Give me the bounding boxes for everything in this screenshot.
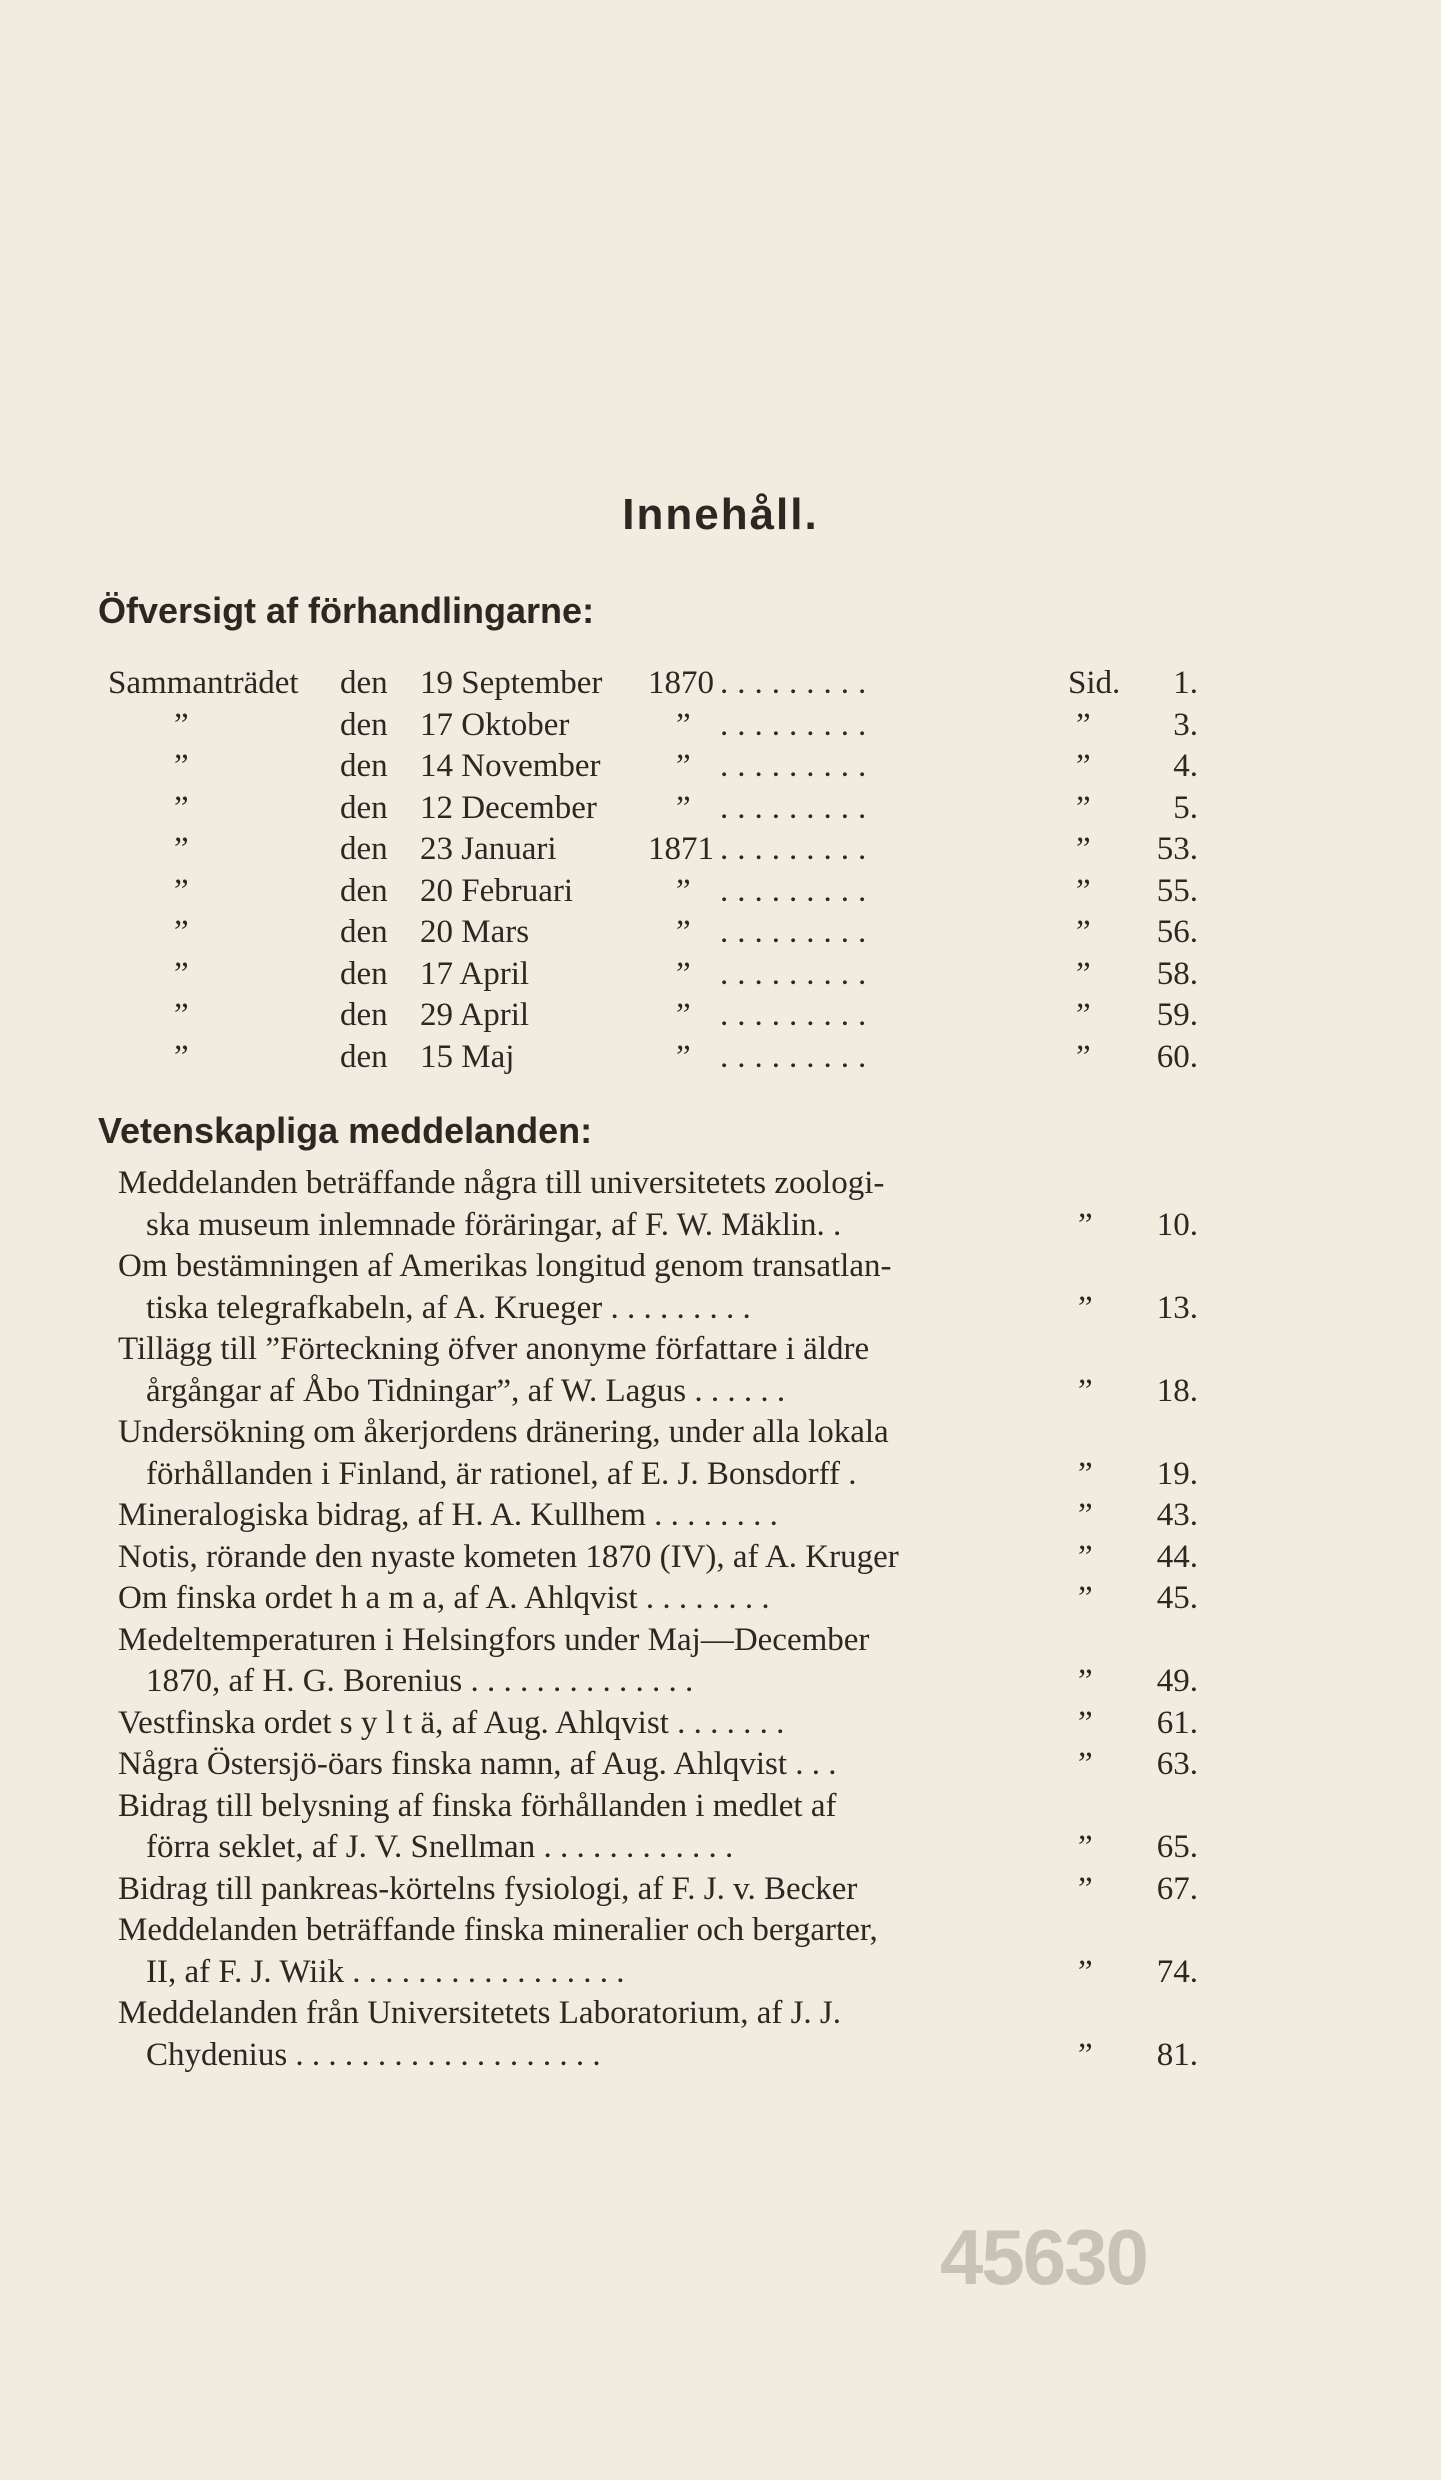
page-number: 44. [1156, 1538, 1198, 1575]
meeting-den: den [340, 748, 388, 784]
meeting-row [108, 704, 1198, 746]
page-number: 67. [1156, 1870, 1198, 1907]
page-number: 60. [1156, 1038, 1198, 1075]
meeting-date: 23 Januari [420, 831, 557, 867]
meeting-den: den [340, 665, 388, 701]
page-number: 5. [1173, 789, 1198, 826]
page-number: 43. [1156, 1497, 1198, 1533]
leader-dots: ......... [720, 789, 876, 826]
page-number: 61. [1156, 1704, 1198, 1741]
meeting-row [108, 953, 1198, 995]
meeting-row [108, 828, 1198, 870]
leader-dots: ......... [720, 1038, 876, 1075]
page-number: 58. [1156, 955, 1198, 992]
article-line: årgångar af Åbo Tidningar”, af W. Lagus . . . . . . [146, 1372, 786, 1409]
leader-dots: ......... [720, 831, 876, 867]
page-number: 4. [1173, 748, 1198, 784]
meeting-year: ” [676, 997, 691, 1033]
article-line: Chydenius . . . . . . . . . . . . . . . . . . . [146, 2036, 601, 2073]
sid-label: ” [1076, 955, 1091, 992]
ditto-mark: ” [1078, 1372, 1093, 1409]
meeting-label: ” [174, 789, 189, 826]
articles-heading: Vetenskapliga meddelanden: [98, 1110, 593, 1151]
article-line: förra seklet, af J. V. Snellman . . . . . . . . . . . . [146, 1829, 734, 1865]
page-number: 49. [1156, 1663, 1198, 1699]
meeting-label: ” [174, 955, 189, 992]
leader-dots: ......... [720, 665, 876, 701]
sid-label: ” [1076, 831, 1091, 867]
meeting-year: ” [676, 872, 691, 909]
meeting-row [108, 870, 1198, 912]
meeting-date: 14 November [420, 748, 601, 784]
article-line: Vestfinska ordet s y l t ä, af Aug. Ahlqvist . . . . . . . [118, 1704, 785, 1741]
meeting-date: 15 Maj [420, 1038, 515, 1075]
page-number: 13. [1156, 1289, 1198, 1326]
page-number: 65. [1156, 1829, 1198, 1865]
meeting-date: 17 Oktober [420, 706, 570, 743]
sid-label: ” [1076, 872, 1091, 909]
meeting-year: ” [676, 955, 691, 992]
sid-label: ” [1076, 789, 1091, 826]
meeting-row [108, 994, 1198, 1036]
article-line: Om bestämningen af Amerikas longitud genom transatlan- [118, 1248, 892, 1284]
meeting-label: Sammanträdet [108, 665, 299, 701]
page-number: 81. [1156, 2036, 1198, 2073]
article-line: Medeltemperaturen i Helsingfors under Maj—December [118, 1621, 870, 1658]
meetings-heading: Öfversigt af förhandlingarne: [98, 590, 595, 631]
page-number: 55. [1156, 872, 1198, 909]
ditto-mark: ” [1078, 1455, 1093, 1492]
page-number: 19. [1156, 1455, 1198, 1492]
meeting-year: 1870 [648, 665, 714, 701]
meeting-row [108, 1036, 1198, 1078]
ditto-mark: ” [1078, 1663, 1093, 1699]
sid-label: ” [1076, 997, 1091, 1033]
meeting-den: den [340, 706, 388, 743]
ditto-mark: ” [1078, 1538, 1093, 1575]
meeting-year: ” [676, 706, 691, 743]
ditto-mark: ” [1078, 1580, 1093, 1616]
meeting-label: ” [174, 706, 189, 743]
meeting-row [108, 787, 1198, 829]
meeting-date: 29 April [420, 997, 530, 1033]
ditto-mark: ” [1078, 2036, 1093, 2073]
meeting-den: den [340, 789, 388, 826]
page-number: 56. [1156, 914, 1198, 950]
meeting-row [108, 911, 1198, 953]
meeting-year: ” [676, 748, 691, 784]
ditto-mark: ” [1078, 1953, 1093, 1990]
article-line: Bidrag till pankreas-körtelns fysiologi, af F. J. v. Becker [118, 1870, 858, 1907]
sid-label: ” [1076, 748, 1091, 784]
page-number: 74. [1156, 1953, 1198, 1990]
page-number: 53. [1156, 831, 1198, 867]
article-line: II, af F. J. Wiik . . . . . . . . . . . . . . . . . [146, 1953, 625, 1990]
leader-dots: ......... [720, 748, 876, 784]
meeting-year: ” [676, 789, 691, 826]
ditto-mark: ” [1078, 1870, 1093, 1907]
meeting-label: ” [174, 748, 189, 784]
meeting-date: 12 December [420, 789, 597, 826]
meeting-den: den [340, 1038, 388, 1075]
library-stamp: 45630 [940, 2213, 1147, 2301]
ditto-mark: ” [1078, 1704, 1093, 1741]
sid-label: Sid. [1068, 665, 1121, 701]
meeting-den: den [340, 997, 388, 1033]
article-line: ska museum inlemnade föräringar, af F. W. Mäklin. . [146, 1206, 842, 1243]
article-line: Notis, rörande den nyaste kometen 1870 (IV), af A. Kruger [118, 1538, 899, 1575]
meeting-label: ” [174, 872, 189, 909]
meeting-den: den [340, 955, 388, 992]
article-line: Bidrag till belysning af finska förhållanden i medlet af [118, 1787, 837, 1824]
meeting-row [108, 662, 1198, 704]
article-line: Tillägg till ”Förteckning öfver anonyme författare i äldre [118, 1331, 870, 1367]
article-line: Meddelanden beträffande finska mineralier och bergarter, [118, 1912, 878, 1948]
article-line: 1870, af H. G. Borenius . . . . . . . . . . . . . . [146, 1663, 694, 1699]
meeting-date: 20 Februari [420, 872, 574, 909]
meeting-date: 20 Mars [420, 914, 530, 950]
article-line: Meddelanden från Universitetets Laboratorium, af J. J. [118, 1995, 842, 2031]
article-line: Om finska ordet h a m a, af A. Ahlqvist . . . . . . . . [118, 1580, 770, 1616]
leader-dots: ......... [720, 706, 876, 743]
meeting-label: ” [174, 1038, 189, 1075]
meeting-date: 17 April [420, 955, 530, 992]
page-number: 59. [1156, 997, 1198, 1033]
article-line: Meddelanden beträffande några till universitetets zoologi- [118, 1165, 885, 1201]
page-title: Innehåll. [622, 490, 819, 539]
leader-dots: ......... [720, 955, 876, 992]
meeting-year: 1871 [648, 831, 714, 867]
meeting-label: ” [174, 831, 189, 867]
page-number: 10. [1156, 1206, 1198, 1243]
article-line: Mineralogiska bidrag, af H. A. Kullhem . . . . . . . . [118, 1497, 778, 1533]
sid-label: ” [1076, 914, 1091, 950]
page-number: 3. [1173, 706, 1198, 743]
article-line: tiska telegrafkabeln, af A. Krueger . . . . . . . . . [146, 1289, 751, 1326]
meeting-date: 19 September [420, 665, 603, 701]
meeting-den: den [340, 914, 388, 950]
page-number: 18. [1156, 1372, 1198, 1409]
meeting-den: den [340, 872, 388, 909]
article-line: Några Östersjö-öars finska namn, af Aug. Ahlqvist . . . [118, 1746, 837, 1782]
ditto-mark: ” [1078, 1497, 1093, 1533]
meeting-year: ” [676, 914, 691, 950]
meeting-label: ” [174, 914, 189, 950]
meeting-row [108, 745, 1198, 787]
page-number: 1. [1173, 665, 1198, 701]
leader-dots: ......... [720, 997, 876, 1033]
ditto-mark: ” [1078, 1289, 1093, 1326]
meeting-label: ” [174, 997, 189, 1033]
sid-label: ” [1076, 706, 1091, 743]
ditto-mark: ” [1078, 1206, 1093, 1243]
meeting-year: ” [676, 1038, 691, 1075]
leader-dots: ......... [720, 872, 876, 909]
meeting-den: den [340, 831, 388, 867]
ditto-mark: ” [1078, 1746, 1093, 1782]
leader-dots: ......... [720, 914, 876, 950]
ditto-mark: ” [1078, 1829, 1093, 1865]
page-number: 45. [1156, 1580, 1198, 1616]
article-line: förhållanden i Finland, är rationel, af E. J. Bonsdorff . [146, 1455, 857, 1492]
article-line: Undersökning om åkerjordens dränering, under alla lokala [118, 1414, 889, 1450]
page-number: 63. [1156, 1746, 1198, 1782]
sid-label: ” [1076, 1038, 1091, 1075]
